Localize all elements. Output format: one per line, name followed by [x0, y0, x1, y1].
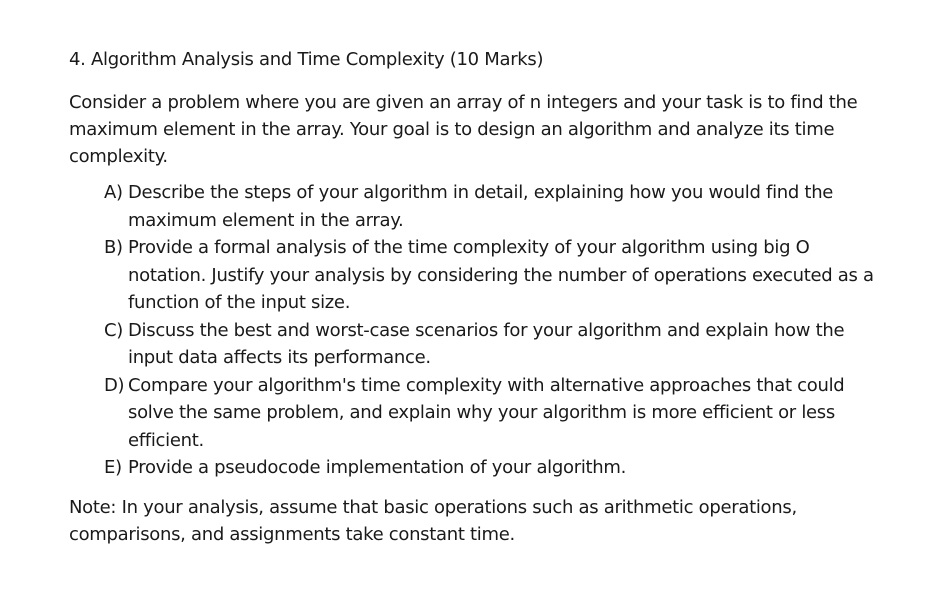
part-letter: A) — [104, 182, 123, 203]
question-parts-list — [69, 179, 889, 482]
question-document — [69, 46, 889, 548]
part-letter: D) — [104, 374, 125, 396]
part-d — [104, 372, 889, 455]
part-b — [104, 234, 889, 317]
part-text: Compare your algorithm's time complexity with alternative approaches that could solve the same problem, and explain why your algorithm is more efficient or less efficient. — [128, 374, 845, 451]
part-text: Describe the steps of your algorithm in detail, explaining how you would find the maximum element in the array. — [128, 182, 834, 231]
part-c — [104, 317, 889, 372]
question-intro: Consider a problem where you are given an array of n integers and your task is to find the maximum element in the array. Your goal is to design an algorithm and analyze its time complexity. — [69, 92, 858, 167]
question-note: Note: In your analysis, assume that basic operations such as arithmetic operations, comparisons, and assignments take constant time. — [69, 496, 797, 545]
part-letter: E) — [104, 457, 122, 478]
part-text: Discuss the best and worst-case scenarios for your algorithm and explain how the input data affects its performance. — [128, 319, 845, 368]
part-e — [104, 454, 889, 482]
part-letter: B) — [104, 237, 123, 258]
part-text: Provide a pseudocode implementation of your algorithm. — [128, 457, 627, 478]
question-heading: 4. Algorithm Analysis and Time Complexity (10 Marks) — [69, 49, 544, 70]
part-text: Provide a formal analysis of the time complexity of your algorithm using big O notation. Justify your analysis by considering the number of operations executed as a function of the input size. — [128, 237, 874, 313]
part-letter: C) — [104, 319, 123, 341]
part-a — [104, 179, 889, 234]
